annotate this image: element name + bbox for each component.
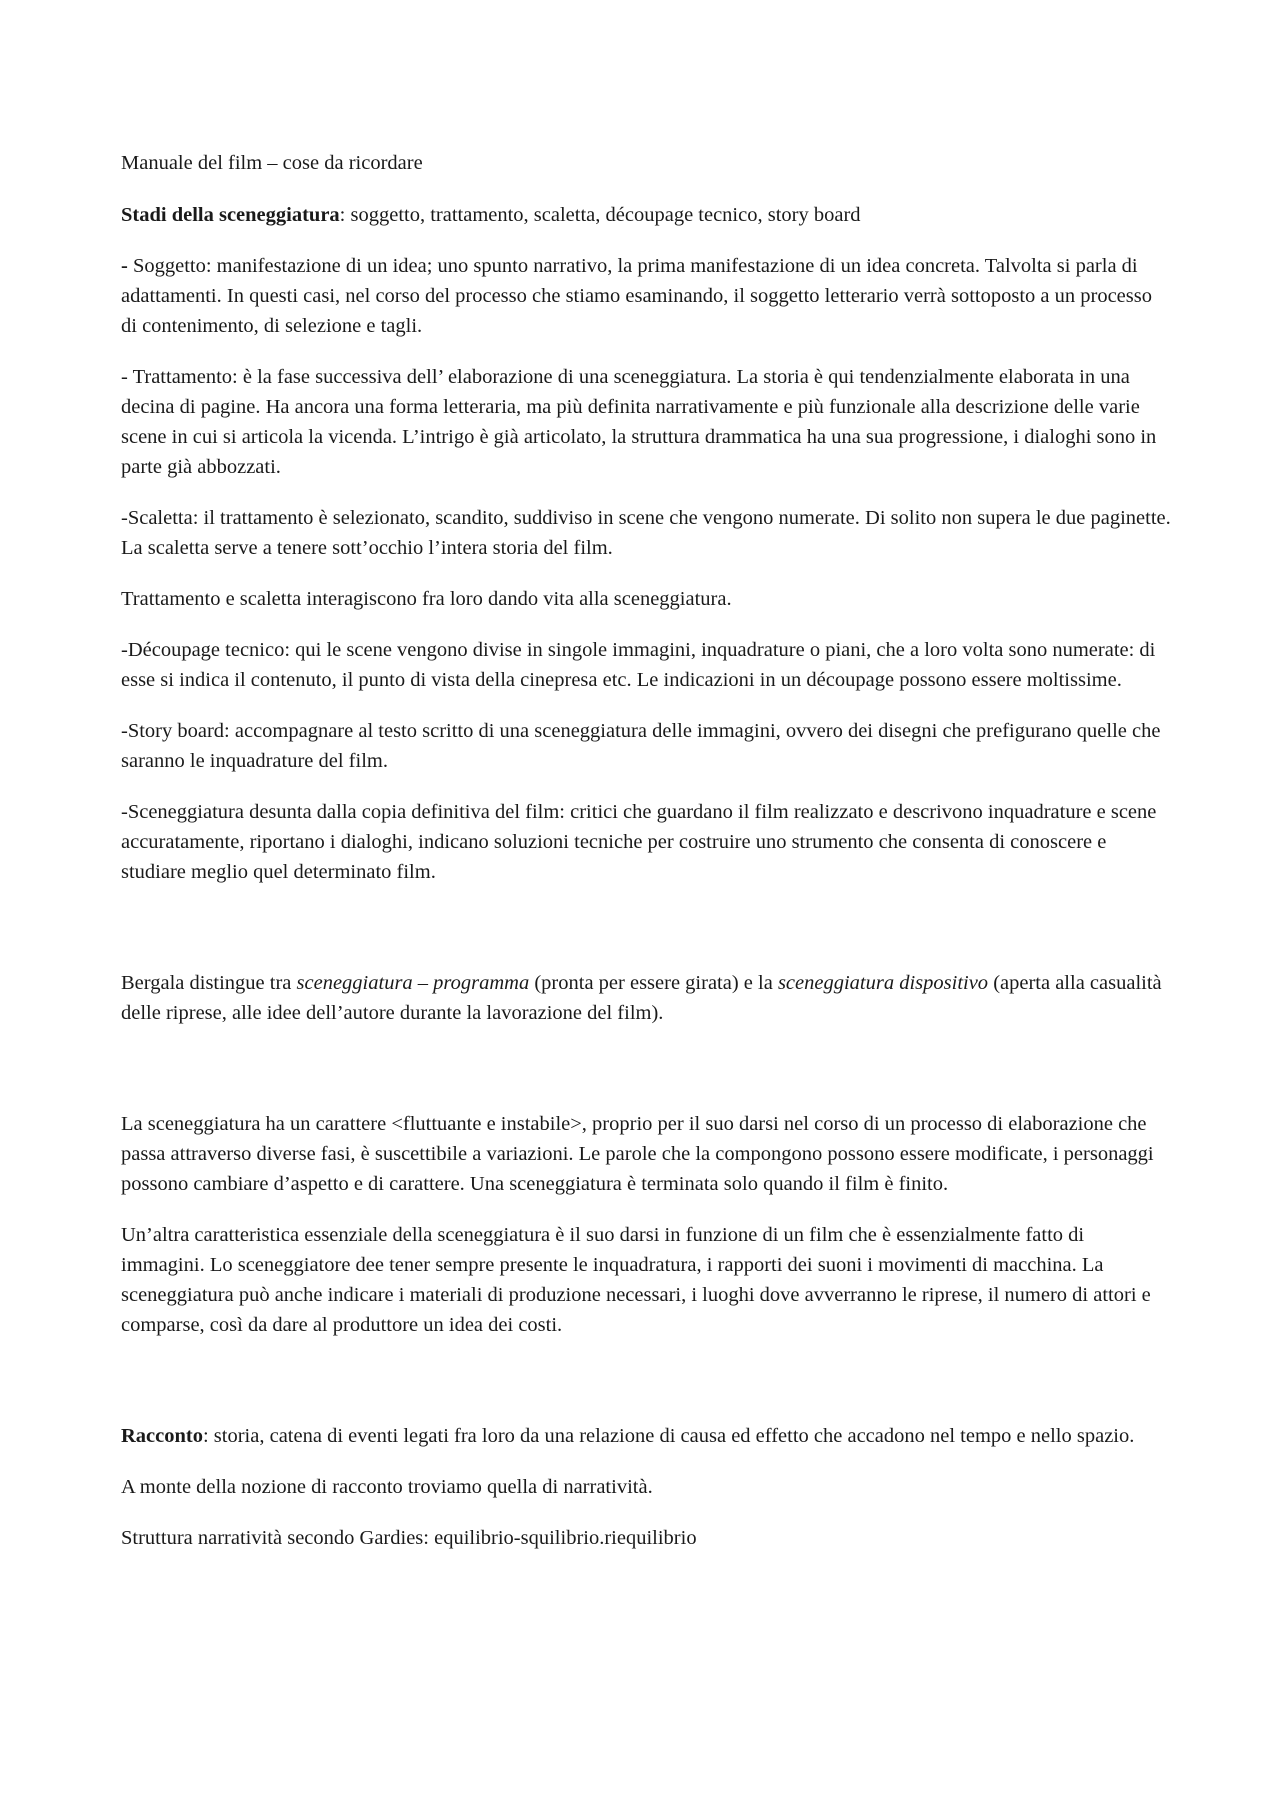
document-page (121, 148, 1171, 1574)
document-title: Manuale del film – cose da ricordare (121, 152, 423, 174)
racconto-text: : storia, catena di eventi legati fra loro da una relazione di causa ed effetto che accadono nel tempo e nello spazio. (202, 1425, 1135, 1447)
soggetto-prefix: - (121, 255, 128, 277)
paragraph-struttura: Struttura narratività secondo Gardies: equilibrio-squilibrio.riequilibrio (121, 1527, 697, 1549)
paragraph-decoupage: -Découpage tecnico: qui le scene vengono divise in singole immagini, inquadrature o piani, che a loro volta sono numerate: di esse si indica il contenuto, il punto di vista della cinepresa etc. Le indicazioni in un découpage possono essere moltissime. (121, 639, 1156, 691)
paragraph-soggetto (121, 251, 1171, 341)
spacer (121, 1361, 1171, 1421)
bergala-text-3: (aperta alla casualità delle riprese, alle idee dell’autore durante la lavorazione del film). (121, 972, 1162, 1024)
stadi-text: : soggetto, trattamento, scaletta, découpage tecnico, story board (339, 204, 861, 226)
bergala-text-1: Bergala distingue tra (121, 972, 297, 994)
paragraph-scaletta: -Scaletta: il trattamento è selezionato, scandito, suddiviso in scene che vengono numerate. Di solito non supera le due paginette. La scaletta serve a tenere sott’occhio l’intera storia del film. (121, 507, 1171, 559)
paragraph-carattere: La sceneggiatura ha un carattere <fluttuante e instabile>, proprio per il suo darsi nel corso di un processo di elaborazione che passa attraverso diverse fasi, è suscettibile a variazioni. Le parole che la compongono possono essere modificate, i personaggi possono cambiare d’aspetto e di carattere. Una sceneggiatura è terminata solo quando il film è finito. (121, 1113, 1154, 1195)
paragraph-monte: A monte della nozione di racconto troviamo quella di narratività. (121, 1476, 653, 1498)
bergala-text-2: (pronta per essere girata) e la (529, 972, 778, 994)
paragraph-stadi (121, 200, 1171, 230)
spacer (121, 908, 1171, 968)
racconto-label: Racconto (121, 1425, 203, 1447)
paragraph-bergala (121, 968, 1171, 1028)
soggetto-text: Soggetto: manifestazione di un idea; uno spunto narrativo, la prima manifestazione di un idea concreta. Talvolta si parla di adattamenti. In questi casi, nel corso del processo che stiamo esaminando, il soggetto letterario verrà sottoposto a un processo di contenimento, di selezione e tagli. (121, 255, 1152, 337)
stadi-label: Stadi della sceneggiatura (121, 204, 340, 226)
paragraph-storyboard: -Story board: accompagnare al testo scritto di una sceneggiatura delle immagini, ovvero dei disegni che prefigurano quelle che saranno le inquadrature del film. (121, 720, 1161, 772)
paragraph-desunta: -Sceneggiatura desunta dalla copia definitiva del film: critici che guardano il film realizzato e descrivono inquadrature e scene accuratamente, riportano i dialoghi, indicano soluzioni tecniche per costruire uno strumento che consenta di conoscere e studiare meglio quel determinato film. (121, 801, 1157, 883)
paragraph-trattamento: - Trattamento: è la fase successiva dell’ elaborazione di una sceneggiatura. La storia è qui tendenzialmente elaborata in una decina di pagine. Ha ancora una forma letteraria, ma più definita narrativamente e più funzionale alla descrizione delle varie scene in cui si articola la vicenda. L’intrigo è già articolato, la struttura drammatica ha una sua progressione, i dialoghi sono in parte già abbozzati. (121, 366, 1157, 478)
bergala-italic-1: sceneggiatura – programma (296, 972, 530, 994)
paragraph-racconto (121, 1421, 1171, 1451)
paragraph-interagiscono: Trattamento e scaletta interagiscono fra loro dando vita alla sceneggiatura. (121, 588, 732, 610)
paragraph-altra: Un’altra caratteristica essenziale della sceneggiatura è il suo darsi in funzione di un film che è essenzialmente fatto di immagini. Lo sceneggiatore dee tener sempre presente le inquadratura, i rapporti dei suoni i movimenti di macchina. La sceneggiatura può anche indicare i materiali di produzione necessari, i luoghi dove avverranno le riprese, il numero di attori e comparse, così da dare al produttore un idea dei costi. (121, 1224, 1151, 1336)
bergala-italic-2: sceneggiatura dispositivo (777, 972, 989, 994)
spacer (121, 1049, 1171, 1109)
